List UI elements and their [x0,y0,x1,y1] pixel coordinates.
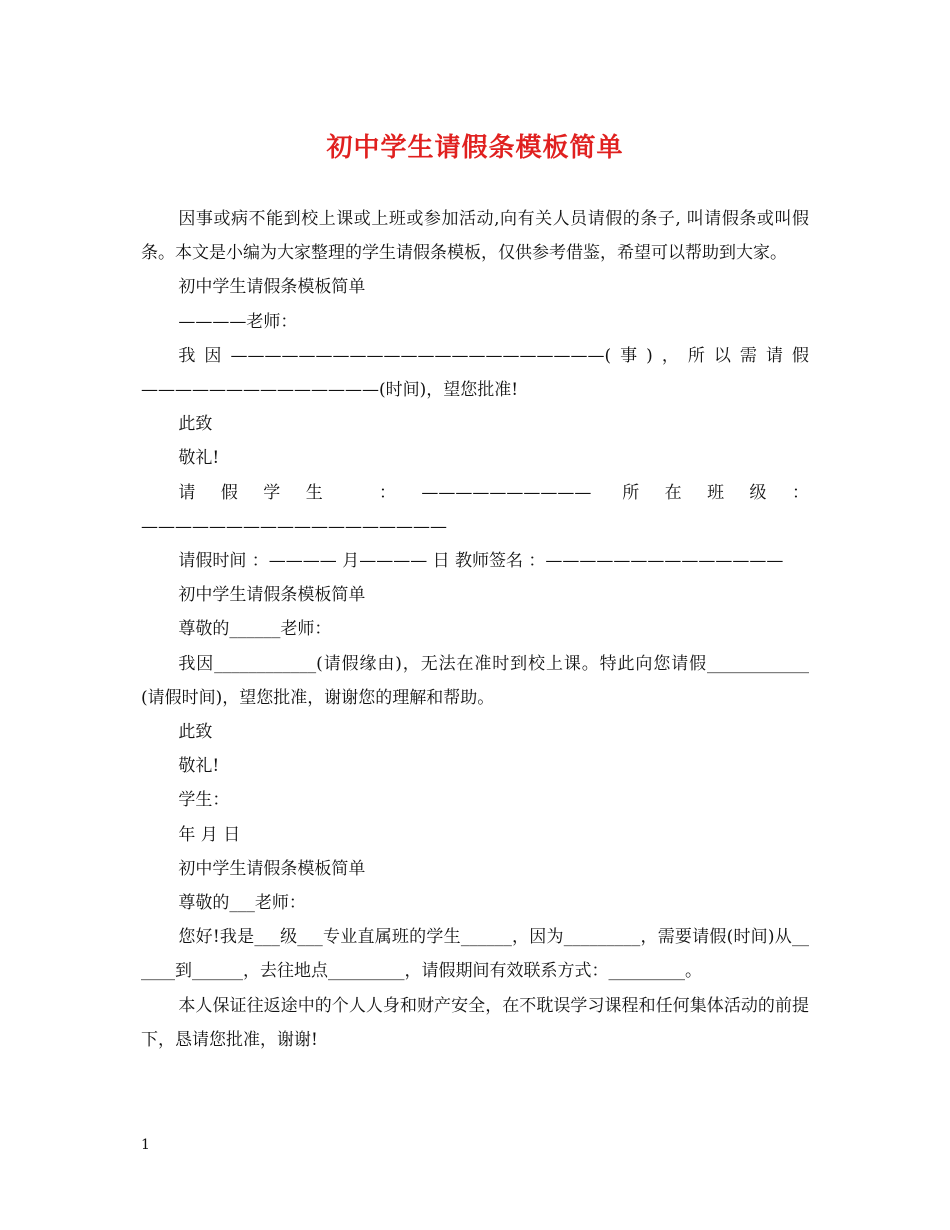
template-2-date: 年 月 日 [178,824,241,845]
document-body [141,202,809,1057]
template-1-body: 我因——————————————————————(事)，所以需请假——————————————(时间)，望您批准! [141,345,809,401]
document-title: 初中学生请假条模板简单 [326,133,624,163]
template-3-body: 您好!我是___级___专业直属班的学生______，因为_________，需要请假(时间)从______到______，去往地点_________，请假期间有效联系方式：_________。 [141,927,809,982]
template-2-closing: 此致 [178,722,213,743]
intro-paragraph: 因事或病不能到校上课或上班或参加活动,向有关人员请假的条子, 叫请假条或叫假条。本文是小编为大家整理的学生请假条模板，仅供参考借鉴，希望可以帮助到大家。 [141,209,809,264]
template-2-student: 学生： [178,790,230,811]
template-2-heading: 初中学生请假条模板简单 [178,585,366,606]
template-1-closing: 此致 [178,414,213,435]
template-2-regards: 敬礼! [178,756,220,777]
page-number: 1 [141,1137,150,1153]
template-1-salutation: ————老师： [178,311,298,332]
template-3-guarantee: 本人保证往返途中的个人人身和财产安全，在不耽误学习课程和任何集体活动的前提下，恳请您批准，谢谢! [141,995,809,1050]
template-1-time-line: 请假时间 ：———— 月———— 日 教师签名 ：—————————————— [178,551,784,572]
template-2-salutation: 尊敬的______老师： [178,619,332,640]
template-2-body: 我因____________(请假缘由)，无法在准时到校上课。特此向您请假____________(请假时间)，望您批准，谢谢您的理解和帮助。 [141,653,809,708]
template-1-student-line: 请假学生 ：—————————— 所在班级：—————————————————— [141,482,809,537]
template-3-salutation: 尊敬的___老师： [178,893,306,914]
template-3-heading: 初中学生请假条模板简单 [178,858,366,879]
template-1-regards: 敬礼! [178,448,220,469]
template-1-heading: 初中学生请假条模板简单 [178,277,366,298]
